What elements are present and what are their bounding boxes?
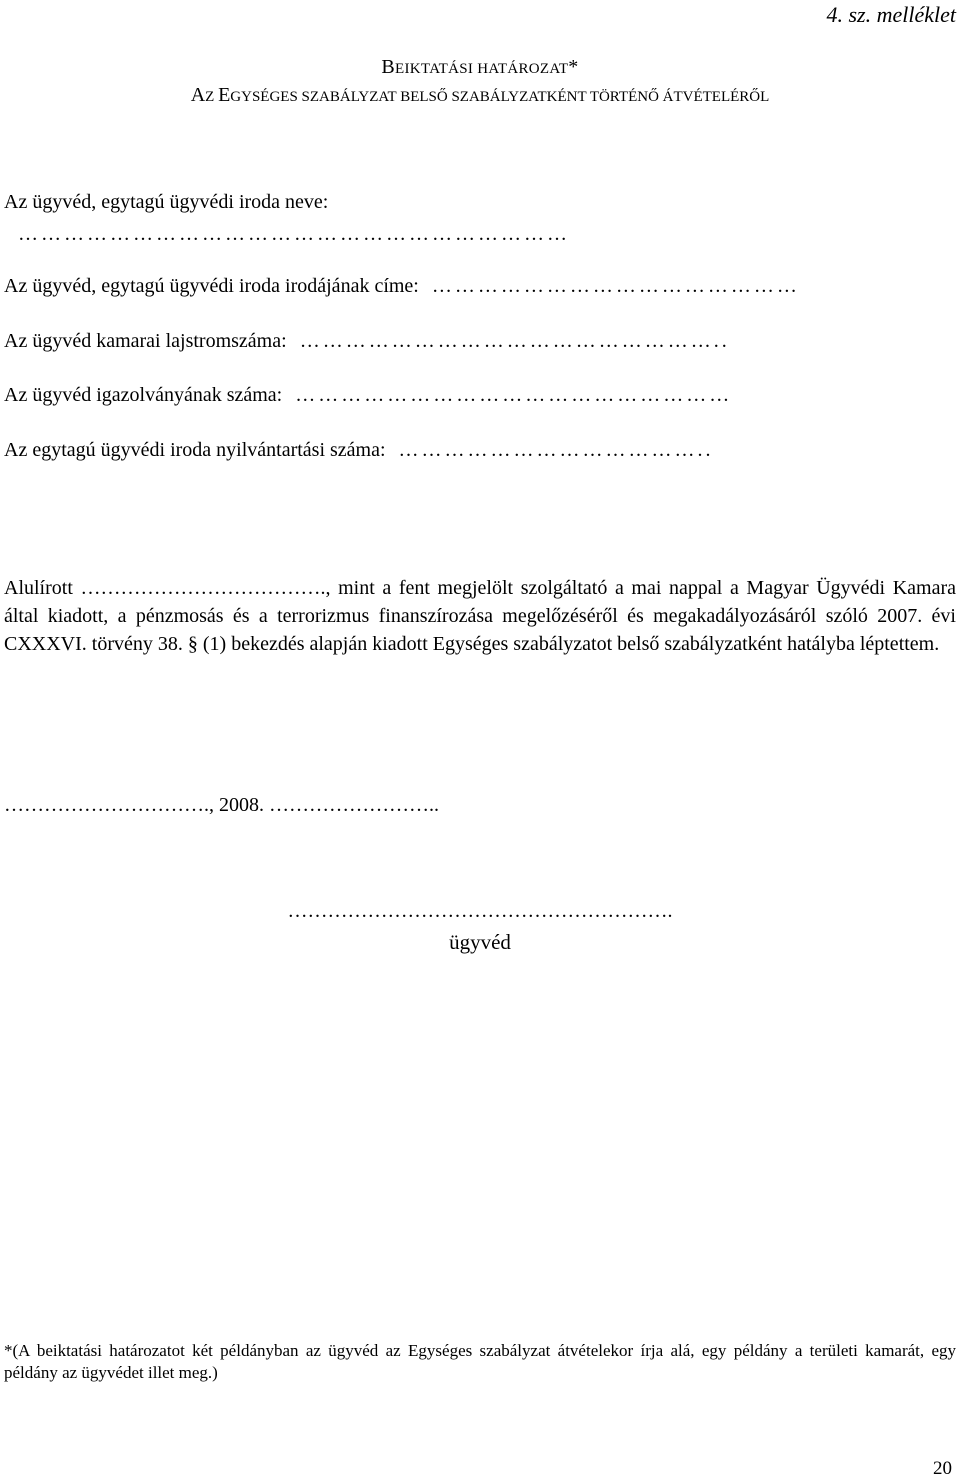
registry-field-dots[interactable]: ……………………………………………….. — [299, 330, 730, 352]
subtitle-rest-1: Z — [205, 89, 219, 105]
id-card-field-dots[interactable]: ………………………………………………… — [295, 384, 733, 406]
signature-line[interactable]: …………………………………………………. — [287, 900, 673, 922]
annex-label: 4. sz. melléklet — [826, 2, 956, 27]
id-card-field-label: Az ügyvéd igazolványának száma: — [4, 384, 283, 406]
page-number: 20 — [933, 1458, 952, 1479]
registry-field-label: Az ügyvéd kamarai lajstromszáma: — [4, 330, 287, 352]
name-field-label: Az ügyvéd, egytagú ügyvédi iroda neve: — [4, 191, 329, 213]
office-reg-field-dots[interactable]: ………………………………….. — [398, 439, 714, 461]
address-field — [4, 275, 800, 298]
address-field-label: Az ügyvéd, egytagú ügyvédi iroda irodájának címe: — [4, 275, 419, 297]
title-star: * — [568, 56, 579, 78]
office-reg-field — [4, 439, 714, 462]
document-title — [0, 56, 960, 79]
id-card-field — [4, 384, 732, 407]
subtitle-rest-2: GYSÉGES SZABÁLYZAT BELSŐ SZABÁLYZATKÉNT TÖRTÉNŐ ÁTVÉTELÉRŐL — [230, 89, 770, 105]
name-field-dots[interactable]: ……………………………………………………………… — [18, 223, 570, 245]
address-field-dots[interactable]: ………………………………………… — [431, 275, 800, 297]
office-reg-field-label: Az egytagú ügyvédi iroda nyilvántartási száma: — [4, 439, 386, 461]
subtitle-initial-1: A — [190, 84, 206, 106]
signature-label: ügyvéd — [449, 930, 511, 954]
title-rest: EIKTATÁSI HATÁROZAT — [395, 61, 569, 77]
title-initial: B — [381, 56, 396, 78]
subtitle-initial-2: E — [218, 84, 231, 106]
place-date-line[interactable]: …………………………., 2008. …………………….. — [4, 794, 439, 816]
declaration-paragraph: Alulírott ………………………………., mint a fent megjelölt szolgáltató a mai nappal a Magyar Ügyvédi Kamara által kiadott, a pénzmosás és a terrorizmus finanszírozása megelőzéséről és megakadályozásáról szóló 2007. évi CXXXVI. törvény 38. § (1) bekezdés alapján kiadott Egységes szabályzatot belső szabályzatként hatályba léptettem. — [4, 577, 956, 655]
document-subtitle — [0, 84, 960, 107]
registry-field — [4, 330, 730, 353]
footnote: *(A beiktatási határozatot két példányban az ügyvéd az Egységes szabályzat átvételekor írja alá, egy példány a területi kamarát, egy példány az ügyvédet illet meg.) — [4, 1341, 956, 1382]
